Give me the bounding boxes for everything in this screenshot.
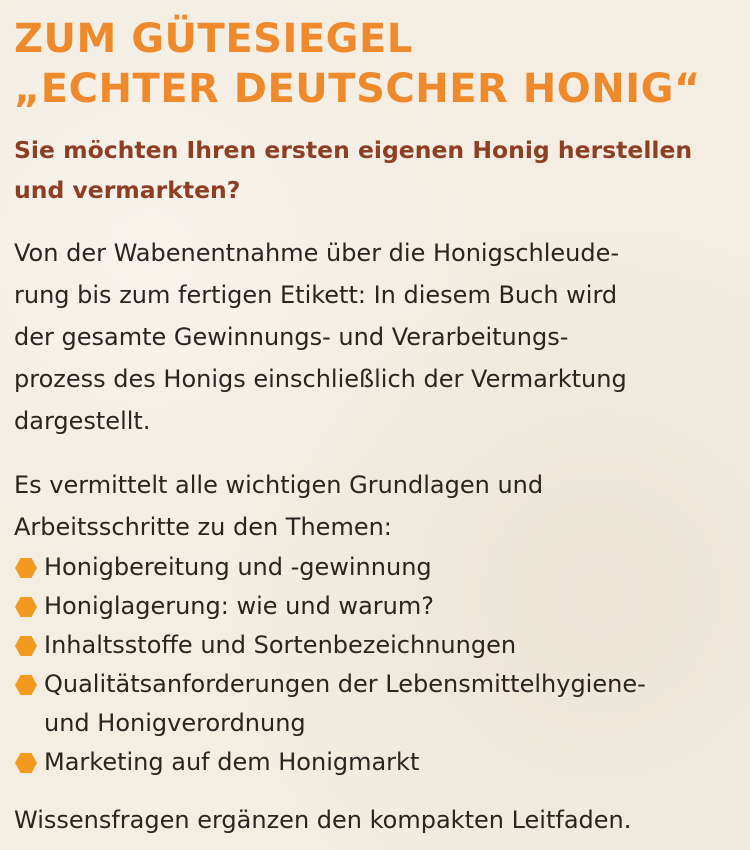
topic-text-continued: und Honigverordnung [44,709,306,737]
hexagon-bullet-icon [15,597,37,617]
intro-line-1: Von der Wabenentnahme über die Honigschleude- [14,239,620,267]
intro-line-5: dargestellt. [14,407,151,435]
intro-line-4: prozess des Honigs einschließlich der Vermarktung [14,365,627,393]
intro-line-2: rung bis zum fertigen Etikett: In diesem Buch wird [14,281,618,309]
hexagon-bullet-icon [15,753,37,773]
closing-sentence: Wissensfragen ergänzen den kompakten Leitfaden. [14,806,632,834]
topic-text: Marketing auf dem Honigmarkt [44,748,420,776]
subtitle-line-1: Sie möchten Ihren ersten eigenen Honig herstellen [14,136,693,164]
topics-intro-line-2: Arbeitsschritte zu den Themen: [14,513,392,541]
subtitle-line-2: und vermarkten? [14,176,241,204]
list-item [14,665,738,743]
title-line-1: ZUM GÜTESIEGEL [14,16,413,62]
topic-text: Inhaltsstoffe und Sortenbezeichnungen [44,631,517,659]
page-title [14,14,738,114]
topic-text: Honiglagerung: wie und warum? [44,592,434,620]
list-item [14,626,738,665]
topic-text: Honigbereitung und -gewinnung [44,553,432,581]
intro-line-3: der gesamte Gewinnungs- und Verarbeitungs- [14,323,569,351]
intro-paragraph [14,232,738,442]
list-item [14,587,738,626]
hexagon-bullet-icon [15,636,37,656]
hexagon-bullet-icon [15,558,37,578]
list-item [14,743,738,782]
list-item [14,548,738,587]
hexagon-bullet-icon [15,675,37,695]
topic-text: Qualitätsanforderungen der Lebensmittelhygiene- [44,670,646,698]
topics-section [14,464,738,782]
topic-list [14,548,738,782]
subtitle [14,130,738,210]
topics-intro-line-1: Es vermittelt alle wichtigen Grundlagen und [14,471,544,499]
title-line-2: „ECHTER DEUTSCHER HONIG“ [14,66,701,112]
